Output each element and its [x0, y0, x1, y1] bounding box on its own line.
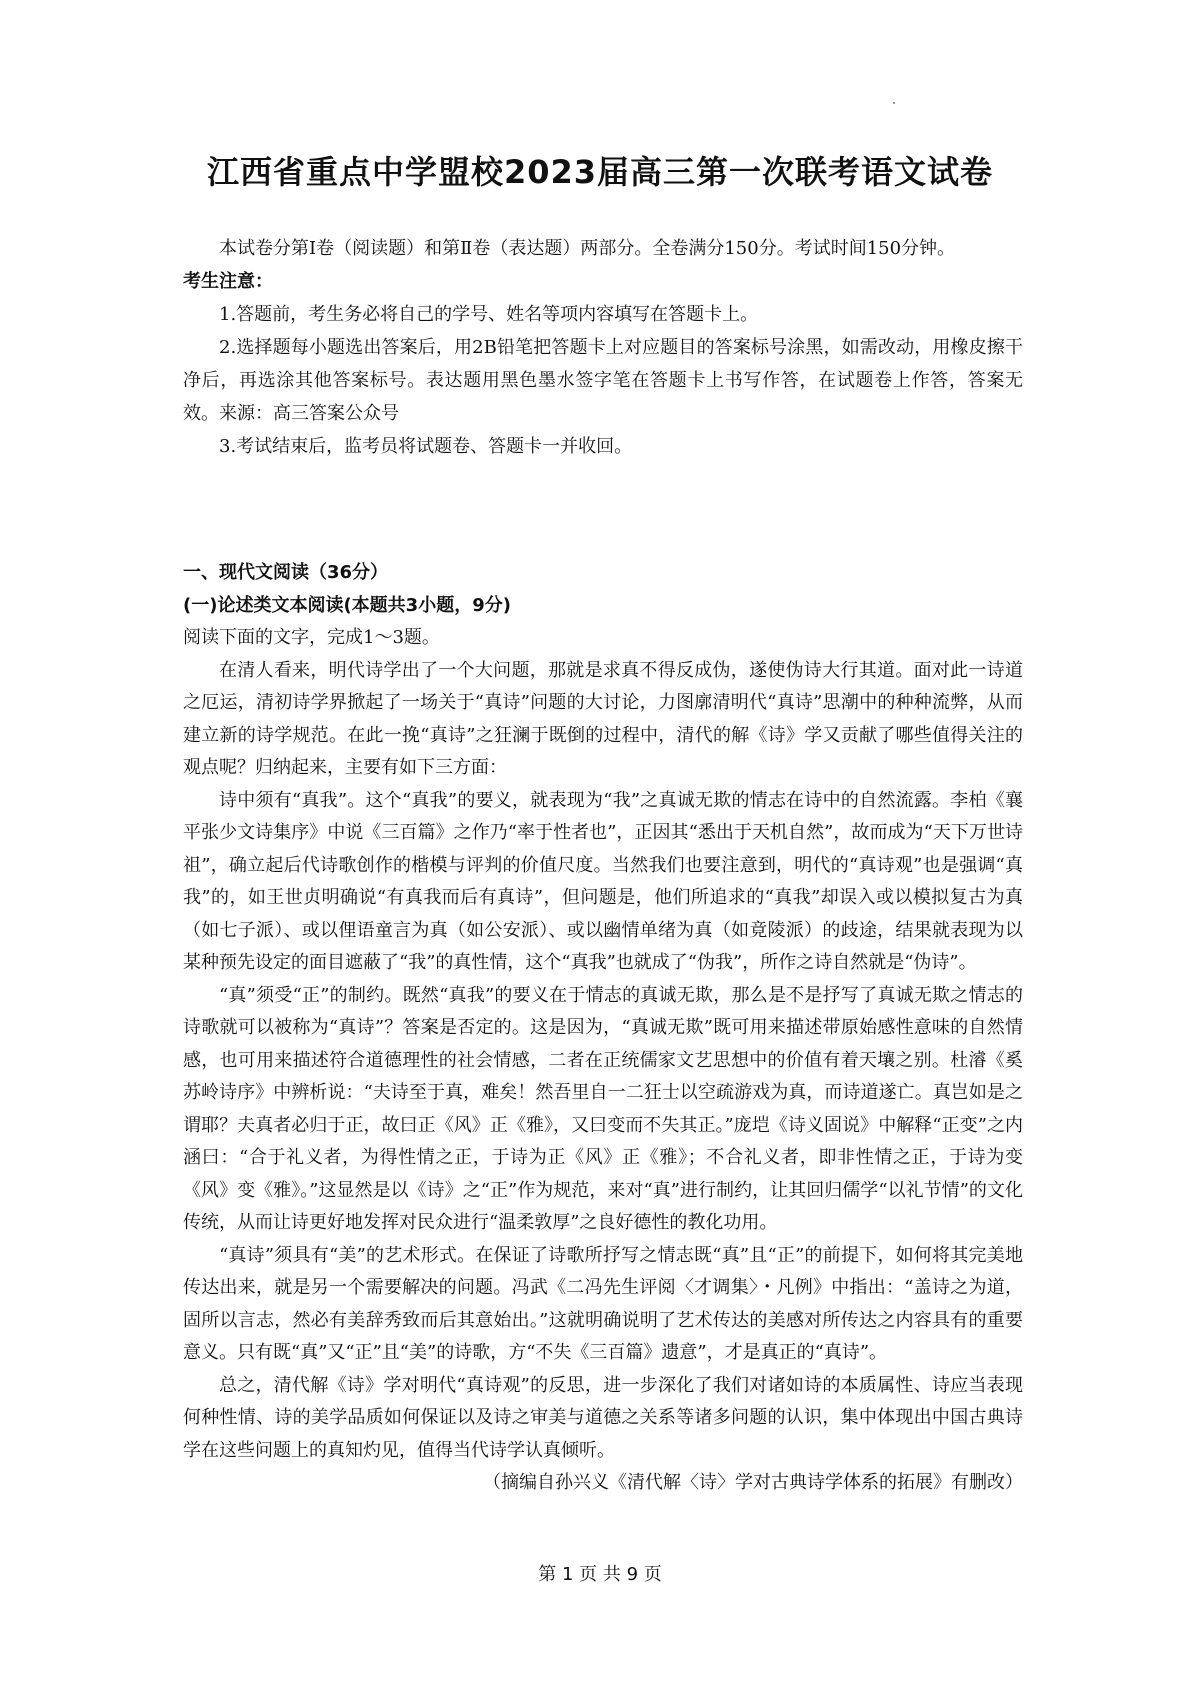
paragraph-3: “真”须受“正”的制约。既然“真我”的要义在于情志的真诚无欺，那么是不是抒写了真诚无欺之情志的诗歌就可以被称为“真诗”？答案是否定的。这是因为，“真诚无欺”既可用来描述带原始感性意味的自然情感，也可用来描述符合道德理性的社会情感，二者在正统儒家文艺思想中的价值有着天壤之别。杜濬《奚苏岭诗序》中辨析说：“夫诗至于真，难矣！然吾里自一二狂士以空疏游戏为真，而诗道遂亡。真岂如是之谓耶？夫真者必归于正，故曰正《风》正《雅》，又曰变而不失其正。”庞垲《诗义固说》中解释“正变”之内涵曰：“合于礼义者，为得性情之正，于诗为正《风》正《雅》；不合礼义者，即非性情之正，于诗为变《风》变《雅》。”这显然是以《诗》之“正”作为规范，来对“真”进行制约，让其回归儒学“以礼节情”的文化传统，从而让诗更好地发挥对民众进行“温柔敦厚”之良好德性的教化功用。 [183, 984, 1023, 1233]
notice-item-3: 3.考试结束后，监考员将试题卷、答题卡一并收回。 [219, 436, 633, 457]
paragraph-1: 在清人看来，明代诗学出了一个大问题，那就是求真不得反成伪，遂使伪诗大行其道。面对此一诗道之厄运，清初诗学界掀起了一场关于“真诗”问题的大讨论，力图廓清明代“真诗”思潮中的种种流弊，从而建立新的诗学规范。在此一挽“真诗”之狂澜于既倒的过程中，清代的解《诗》学又贡献了哪些值得关注的观点呢？归纳起来，主要有如下三方面： [183, 659, 1023, 778]
intro-text: 本试卷分第Ⅰ卷（阅读题）和第Ⅱ卷（表达题）两部分。全卷满分150分。考试时间150分钟。 [219, 238, 956, 259]
paragraph-4: “真诗”须具有“美”的艺术形式。在保证了诗歌所抒写之情志既“真”且“正”的前提下，如何将其完美地传达出来，就是另一个需要解决的问题。冯武《二冯先生评阅〈才调集〉・凡例》中指出：“盖诗之为道，固所以言志，然必有美辞秀致而后其意始出。”这就明确说明了艺术传达的美感对所传达之内容具有的重要意义。只有既“真”又“正”且“美”的诗歌，方“不失《三百篇》遗意”，才是真正的“真诗”。 [183, 1244, 1023, 1363]
reading-section [183, 557, 1023, 1500]
paragraph-2: 诗中须有“真我”。这个“真我”的要义，就表现为“我”之真诚无欺的情志在诗中的自然流露。李柏《襄平张少文诗集序》中说《三百篇》之作乃“率于性者也”，正因其“悉出于天机自然”，故而成为“天下万世诗祖”，确立起后代诗歌创作的楷模与评判的价值尺度。当然我们也要注意到，明代的“真诗观”也是强调“真我”的，如王世贞明确说“有真我而后有真诗”，但问题是，他们所追求的“真我”却误入或以模拟复古为真（如七子派）、或以俚语童言为真（如公安派）、或以幽情单绪为真（如竟陵派）的歧途，结果就表现为以某种预先设定的面目遮蔽了“我”的真性情，这个“真我”也就成了“伪我”，所作之诗自然就是“伪诗”。 [183, 789, 1023, 973]
section-instruction: 阅读下面的文字，完成1～3题。 [183, 627, 440, 648]
page-number: 第 1 页 共 9 页 [538, 1564, 662, 1585]
source-citation: （摘编自孙兴义《清代解〈诗〉学对古典诗学体系的拓展》有删改） [483, 1472, 1023, 1493]
exam-title: 江西省重点中学盟校2023届高三第一次联考语文试卷 [206, 153, 994, 191]
section-heading: 一、现代文阅读（36分） [183, 562, 389, 583]
notice-heading: 考生注意： [183, 271, 273, 292]
notice-item-1: 1.答题前，考生务必将自己的学号、姓名等项内容填写在答题卡上。 [219, 304, 759, 325]
notice-item-2: 2.选择题每小题选出答案后，用2B铅笔把答题卡上对应题目的答案标号涂黑，如需改动，用橡皮擦干净后，再选涂其他答案标号。表达题用黑色墨水签字笔在答题卡上书写作答，在试题卷上作答，答案无效。来源：高三答案公众号 [183, 337, 1023, 424]
scan-speck [893, 102, 895, 104]
paragraph-5: 总之，清代解《诗》学对明代“真诗观”的反思，进一步深化了我们对诸如诗的本质属性、诗应当表现何种性情、诗的美学品质如何保证以及诗之审美与道德之关系等诸多问题的认识，集中体现出中国古典诗学在这些问题上的真知灼见，值得当代诗学认真倾听。 [183, 1374, 1023, 1461]
intro-block [183, 232, 1023, 463]
section-subheading: (一)论述类文本阅读(本题共3小题，9分) [183, 594, 511, 616]
